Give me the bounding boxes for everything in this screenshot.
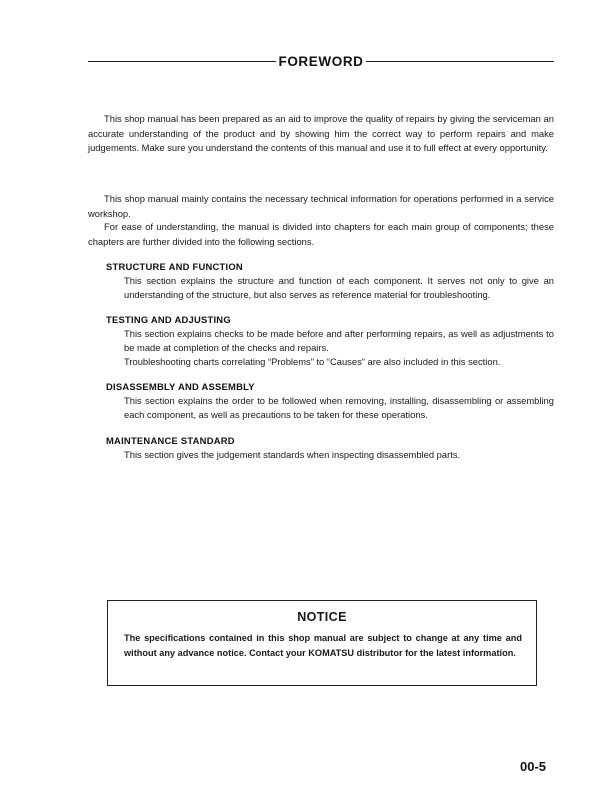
section-line: This section explains the order to be followed when removing, installing, disassembling or assembling each component, as well as precautions to be taken for these operations. [124, 395, 554, 421]
section-body-disassembly [124, 394, 554, 422]
section-heading-testing: TESTING AND ADJUSTING [106, 314, 231, 325]
intro-paragraph: This shop manual has been prepared as an aid to improve the quality of repairs by giving the serviceman an accurate understanding of the product and by showing him the correct way to perform repairs and make judgements. Make sure you understand the contents of this manual and use it to full effect at every opportunity. [88, 113, 554, 154]
section-body-testing [124, 327, 554, 370]
contents-paragraph-1: This shop manual mainly contains the necessary technical information for operations performed in a service workshop. [88, 193, 554, 219]
section-body-maintenance [124, 448, 554, 462]
foreword-header [88, 52, 554, 70]
section-line: Troubleshooting charts correlating “Problems” to “Causes” are also included in this section. [124, 356, 501, 368]
notice-text: The specifications contained in this shop manual are subject to change at any time and without any advance notice. Contact your KOMATSU distributor for the latest information. [124, 633, 522, 658]
section-heading-structure: STRUCTURE AND FUNCTION [106, 261, 243, 272]
page-number: 00-5 [520, 759, 547, 774]
section-line: This section gives the judgement standards when inspecting disassembled parts. [124, 449, 461, 460]
notice-box [107, 600, 537, 686]
header-rule-right [366, 61, 554, 62]
section-heading-maintenance: MAINTENANCE STANDARD [106, 435, 235, 446]
header-rule-left [88, 61, 276, 62]
contents-paragraph-2: For ease of understanding, the manual is divided into chapters for each main group of components; these chapters are further divided into the following sections. [88, 221, 554, 247]
section-line: This section explains checks to be made before and after performing repairs, as well as adjustments to be made at completion of the checks and repairs. [124, 328, 554, 354]
page-title: FOREWORD [278, 53, 364, 69]
section-line: This section explains the structure and function of each component. It serves not only to give an understanding of the structure, but also serves as reference material for troubleshooting. [124, 275, 554, 301]
notice-title: NOTICE [297, 610, 347, 624]
section-body-structure [124, 274, 554, 302]
section-heading-disassembly: DISASSEMBLY AND ASSEMBLY [106, 381, 255, 392]
